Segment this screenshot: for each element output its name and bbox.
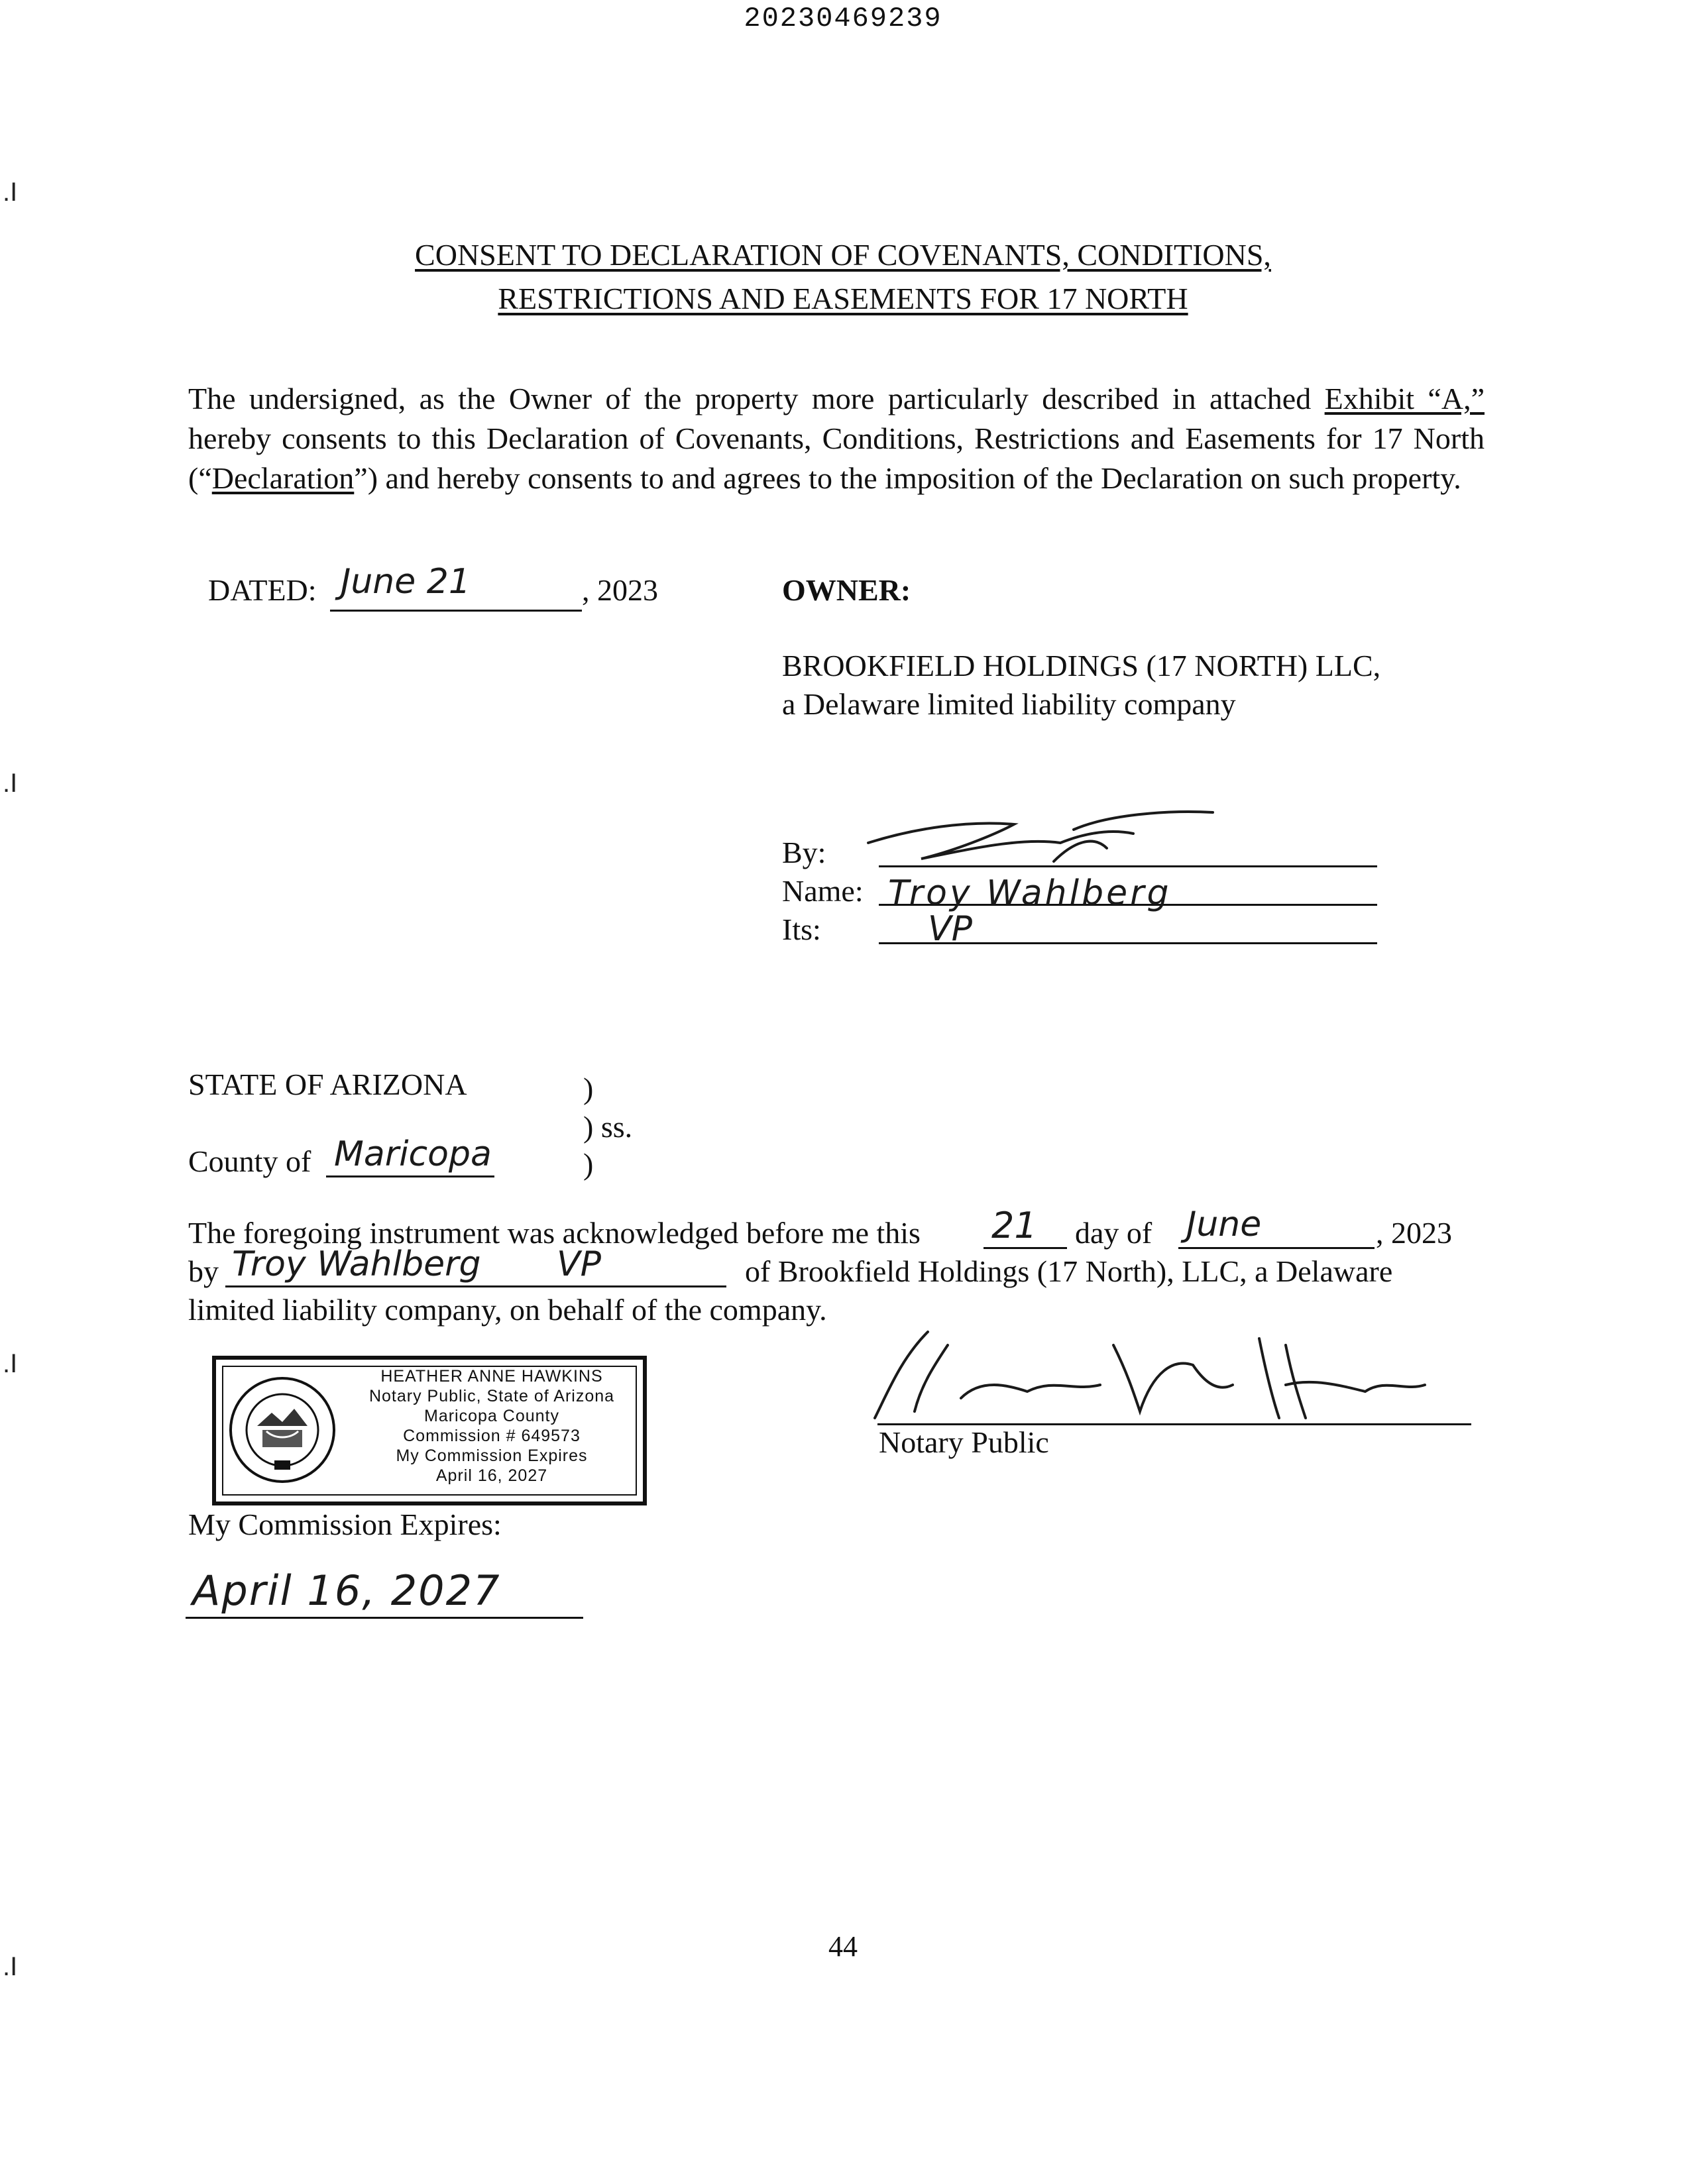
ack-text-3: , 2023	[1376, 1216, 1452, 1250]
name-label: Name:	[782, 874, 864, 908]
ack-day-underline	[984, 1247, 1067, 1249]
owner-entity: BROOKFIELD HOLDINGS (17 NORTH) LLC,	[782, 649, 1381, 682]
commission-underline	[186, 1617, 583, 1619]
margin-mark: .I	[3, 1952, 18, 1981]
ack-month-handwritten: June	[1186, 1205, 1262, 1244]
ack-text-5: of Brookfield Holdings (17 North), LLC, a Delaware	[745, 1254, 1393, 1288]
notary-public-label: Notary Public	[879, 1425, 1049, 1459]
dated-label: DATED:	[208, 573, 317, 607]
venue-ss: ) ss.	[583, 1110, 633, 1144]
ack-day-handwritten: 21	[991, 1205, 1037, 1246]
notary-title: Notary Public, State of Arizona	[368, 1387, 615, 1405]
ack-text-1: The foregoing instrument was acknowledged before me this	[188, 1216, 921, 1250]
county-underline	[326, 1175, 494, 1177]
arizona-state-seal-icon	[228, 1370, 337, 1490]
margin-mark: .I	[3, 1349, 18, 1378]
ack-text-2: day of	[1075, 1216, 1152, 1250]
notary-county: Maricopa County	[424, 1407, 559, 1425]
notary-stamp-text	[339, 1366, 644, 1486]
margin-mark: .I	[3, 178, 18, 207]
state-of-arizona: STATE OF ARIZONA	[188, 1067, 467, 1101]
ack-name-underline	[225, 1285, 726, 1287]
notary-expires-label: My Commission Expires	[396, 1447, 588, 1465]
notary-commission-number: Commission # 649573	[403, 1427, 581, 1445]
handwritten-date: June 21	[341, 562, 471, 602]
page-number: 44	[828, 1930, 858, 1963]
ack-month-underline	[1178, 1247, 1375, 1249]
notary-signature	[862, 1319, 1478, 1438]
by-label: By:	[782, 836, 826, 869]
county-handwritten: Maricopa	[334, 1134, 492, 1174]
notary-name: HEATHER ANNE HAWKINS	[380, 1367, 603, 1386]
owner-signature	[855, 802, 1253, 875]
recording-number: 20230469239	[744, 3, 942, 34]
declaration-term: Declaration	[211, 461, 355, 495]
venue-paren-3: )	[583, 1147, 594, 1181]
ack-text-4: by	[188, 1254, 219, 1288]
document-title-line-1: CONSENT TO DECLARATION OF COVENANTS, CONDITIONS,	[415, 238, 1271, 272]
exhibit-reference: Exhibit “A,”	[1324, 382, 1485, 415]
dated-year: , 2023	[582, 573, 658, 607]
owner-heading: OWNER:	[782, 573, 911, 607]
county-label: County of	[188, 1144, 311, 1178]
venue-paren-1: )	[583, 1071, 594, 1105]
owner-entity-description: a Delaware limited liability company	[782, 687, 1236, 721]
document-title-line-2: RESTRICTIONS AND EASEMENTS FOR 17 NORTH	[498, 282, 1188, 315]
its-label: Its:	[782, 912, 821, 946]
date-underline	[330, 610, 582, 612]
owner-title-handwritten: VP	[928, 909, 972, 949]
notary-expires-date: April 16, 2027	[435, 1466, 548, 1485]
ack-title-handwritten: VP	[557, 1244, 601, 1284]
ack-text-6: limited liability company, on behalf of the company.	[188, 1293, 827, 1327]
consent-paragraph: The undersigned, as the Owner of the property more particularly described in attached Exhibit “A,” hereby consents to this Declaration of Covenants, Conditions, Restrictions and Easements for 17 North (“Declaration”) and hereby consents to and agrees to the imposition of the Declaration on such property.	[188, 382, 1485, 495]
commission-expires-label: My Commission Expires:	[188, 1507, 502, 1541]
owner-name-handwritten: Troy Wahlberg	[888, 873, 1172, 913]
margin-mark: .I	[3, 769, 18, 798]
commission-expires-handwritten: April 16, 2027	[192, 1566, 501, 1615]
ack-name-handwritten: Troy Wahlberg	[232, 1244, 481, 1284]
